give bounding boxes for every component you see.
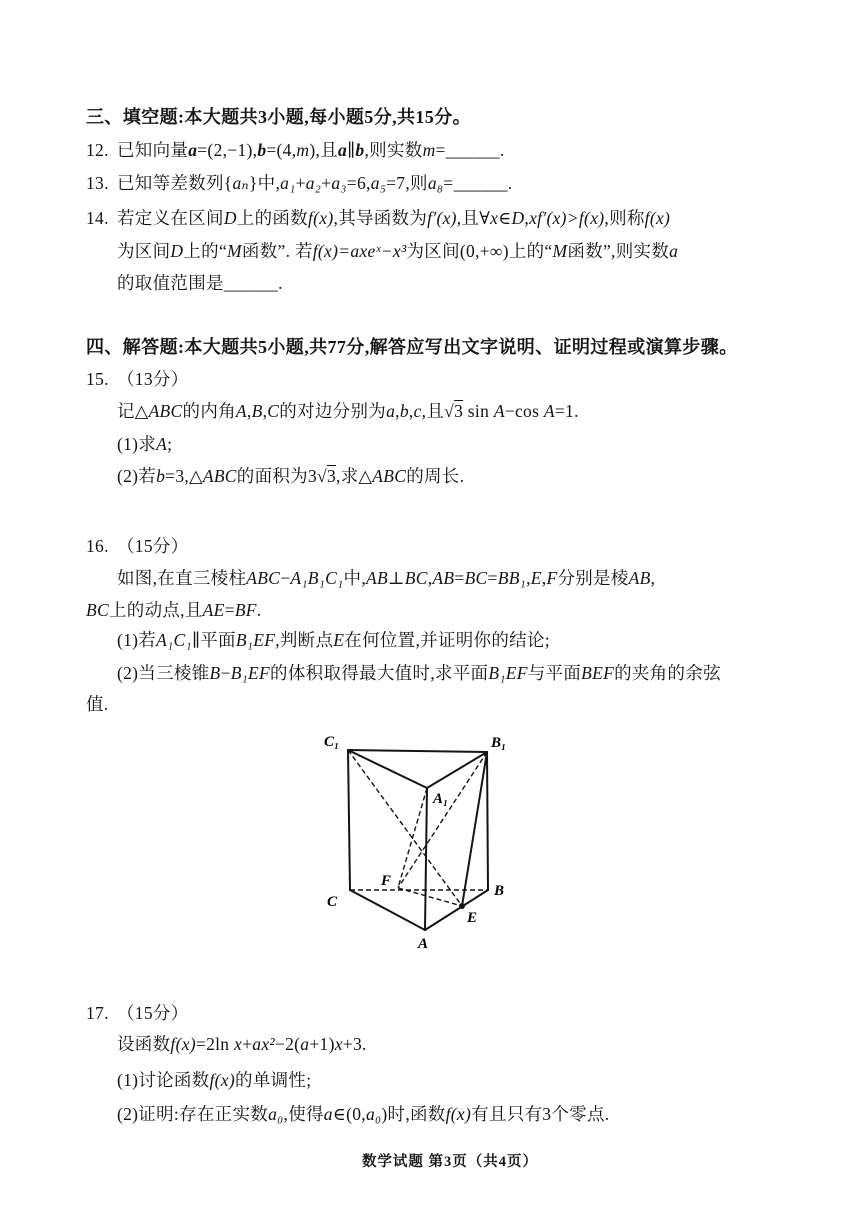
edge-C1C [348,750,350,890]
question-15-number: 15. [86,369,109,389]
question-14-line-1 [86,207,670,230]
edge-C1A1 [348,750,427,788]
question-17-intro: 设函数f(x)=2ln x+ax²−2(a+1)x+3. [117,1034,367,1054]
prism-solid-edges [348,750,488,930]
section-fill-in-title: 三、填空题:本大题共3小题,每小题5分,共15分。 [86,107,471,127]
question-14-line-3: 的取值范围是______. [117,273,283,293]
question-15-intro: 记△ABC的内角A,B,C的对边分别为a,b,c,且√3 sin A−cos A=1. [117,401,579,421]
question-17-header [86,1002,189,1025]
question-17-part-1: (1)讨论函数f(x)的单调性; [117,1070,312,1090]
section-solutions-title: 四、解答题:本大题共5小题,共77分,解答应写出文字说明、证明过程或演算步骤。 [86,337,738,357]
edge-C1B1 [348,750,487,752]
question-15-points: （13分） [117,369,189,389]
prism-figure [300,725,540,960]
edge-AB [425,890,488,930]
page-footer: 数学试题 第3页（共4页） [361,1154,539,1170]
question-14-text-1: 若定义在区间D上的函数f(x),其导函数为f′(x),且∀x∈D,xf′(x)>f(x),则称f(x) [117,208,671,228]
question-12-text: 已知向量a=(2,−1),b=(4,m),且a∥b,则实数m=______. [117,140,505,160]
question-16-number: 16. [86,536,109,556]
question-16-part-2-line-2: 值. [86,694,109,714]
vertex-label-f: F [381,873,392,889]
question-16-intro-line-2: BC上的动点,且AE=BF. [86,600,262,620]
segment-FE [398,888,462,906]
question-13 [86,172,512,195]
vertex-label-b1: B₁ [491,735,507,751]
question-14-number: 14. [86,208,109,228]
segment-B1E [462,752,487,906]
prism-hidden-edges [348,750,488,906]
edge-B1B [487,752,488,890]
question-15-part-1: (1)求A; [117,434,173,454]
question-17-points: （15分） [117,1003,189,1023]
vertex-label-e: E [467,910,478,926]
question-12-number: 12. [86,140,109,160]
segment-A1F [398,788,427,888]
question-16-part-2-line-1: (2)当三棱锥B−B₁EF的体积取得最大值时,求平面B₁EF与平面BEF的夹角的余弦 [117,663,721,683]
vertex-label-c: C [327,894,338,910]
point-E-marker [459,903,465,909]
question-17-part-2: (2)证明:存在正实数a₀,使得a∈(0,a₀)时,函数f(x)有且只有3个零点. [117,1104,610,1124]
vertex-label-a: A [418,936,429,952]
question-12 [86,139,505,162]
question-16-part-1: (1)若A₁C₁∥平面B₁EF,判断点E在何位置,并证明你的结论; [117,630,550,650]
question-15-header [86,368,189,391]
vertex-label-a1: A₁ [433,791,449,807]
segment-C1E [348,750,462,906]
edge-CA [350,890,425,930]
question-17-number: 17. [86,1003,109,1023]
question-13-number: 13. [86,173,109,193]
question-16-header [86,535,189,558]
vertex-label-c1: C₁ [324,734,340,750]
vertex-label-b: B [494,883,505,899]
segment-B1F [398,752,487,888]
question-16-points: （15分） [117,536,189,556]
edge-A1A [425,788,427,930]
edge-A1B1 [427,752,487,788]
question-14-line-2: 为区间D上的“M函数”. 若f(x)=axeˣ−x³为区间(0,+∞)上的“M函数”,则实数a [117,241,679,261]
question-16-intro-line-1: 如图,在直三棱柱ABC−A₁B₁C₁中,AB⊥BC,AB=BC=BB₁,E,F分别是棱AB, [117,568,656,588]
question-15-part-2: (2)若b=3,△ABC的面积为3√3,求△ABC的周长. [117,466,465,486]
question-13-text: 已知等差数列{aₙ}中,a₁+a₂+a₃=6,a₅=7,则a₈=______. [117,173,513,193]
